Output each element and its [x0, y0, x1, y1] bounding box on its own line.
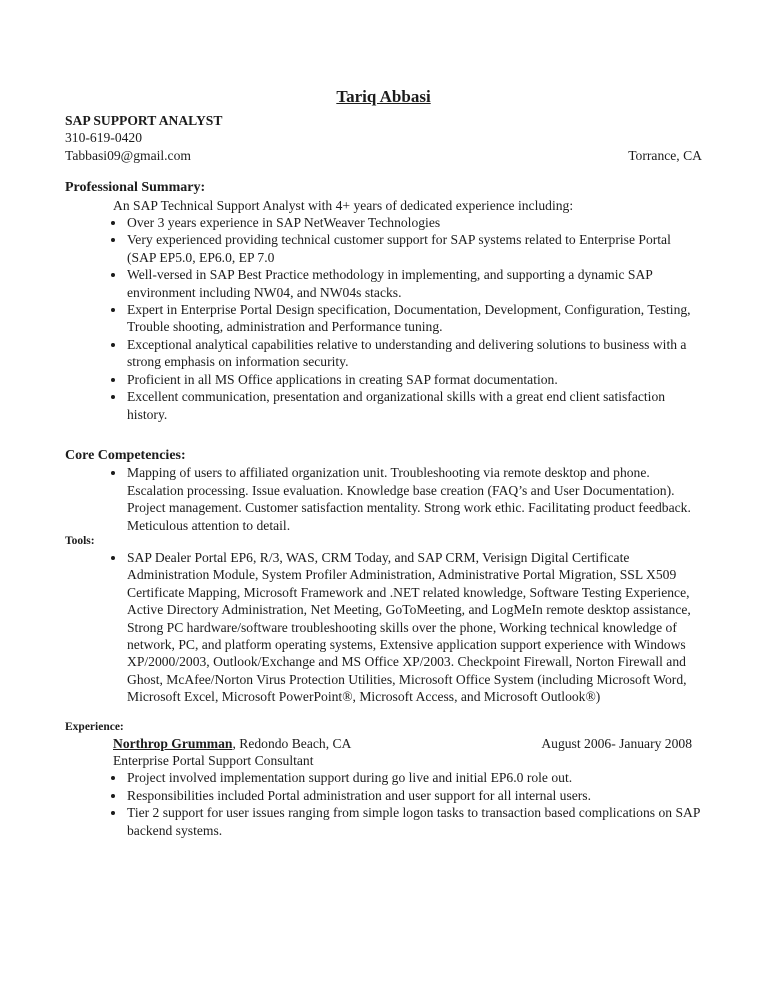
experience-bullet-list: [65, 769, 702, 839]
summary-bullet-list: [65, 214, 702, 423]
summary-bullet: • Exceptional analytical capabilities relative to understanding and delivering solutions to business with a strong emphasis on information security.: [126, 336, 702, 371]
summary-bullet: • Well-versed in SAP Best Practice methodology in implementing, and supporting a dynamic SAP environment including NW04, and NW04s stacks.: [126, 266, 702, 301]
job-role: SAP SUPPORT ANALYST: [65, 113, 223, 128]
professional-summary-heading: Professional Summary:: [65, 180, 206, 196]
location-text: Torrance, CA: [628, 147, 702, 163]
email-location-row: [65, 147, 702, 164]
summary-bullet: • Proficient in all MS Office applications in creating SAP format documentation.: [126, 371, 702, 388]
tools-heading: Tools:: [65, 534, 95, 547]
experience-bullet: • Responsibilities included Portal administration and user support for all internal users.: [126, 787, 702, 804]
phone-number: 310-619-0420: [65, 130, 143, 146]
job-title: Enterprise Portal Support Consultant: [113, 753, 314, 768]
page-title: Tariq Abbasi: [336, 87, 431, 106]
summary-bullet: • Over 3 years experience in SAP NetWeaver Technologies: [126, 214, 702, 231]
summary-intro: An SAP Technical Support Analyst with 4+ years of dedicated experience including:: [113, 197, 574, 213]
job-entry: [65, 735, 702, 770]
core-competencies-heading: Core Competencies:: [65, 447, 186, 463]
core-competencies-bullet: • Mapping of users to affiliated organization unit. Troubleshooting via remote desktop and phone. Escalation processing. Issue evaluation. Knowledge base creation (FAQ’s and User Documentation). Project management. Customer satisfaction mentality. Strong work ethic. Facilitating product feedback. Meticulous attention to detail.: [126, 464, 702, 534]
experience-heading: Experience:: [65, 720, 124, 733]
experience-bullet: • Tier 2 support for user issues ranging from simple logon tasks to transaction based complications on SAP backend systems.: [126, 804, 702, 839]
summary-bullet: • Expert in Enterprise Portal Design specification, Documentation, Development, Configuration, Testing, Trouble shooting, administration and Performance tuning.: [126, 301, 702, 336]
email-address: Tabbasi09@gmail.com: [65, 147, 191, 163]
employer-row: [113, 735, 702, 752]
section-tools: [65, 534, 702, 706]
section-core-competencies: [65, 447, 702, 534]
employer-location: , Redondo Beach, CA: [232, 735, 352, 751]
core-competencies-bullet-list: [65, 464, 702, 534]
section-professional-summary: [65, 179, 702, 423]
employment-dates: August 2006- January 2008: [541, 735, 692, 751]
employer-line: [113, 735, 351, 752]
employer-name: Northrop Grumman: [113, 735, 233, 751]
summary-bullet: • Very experienced providing technical customer support for SAP systems related to Enterprise Portal (SAP EP5.0, EP6.0, EP 7.0: [126, 231, 702, 266]
contact-block: [65, 112, 702, 164]
tools-bullet-list: [65, 549, 702, 706]
section-experience: [65, 720, 702, 839]
experience-bullet: • Project involved implementation support during go live and initial EP6.0 role out.: [126, 769, 702, 786]
tools-bullet: • SAP Dealer Portal EP6, R/3, WAS, CRM Today, and SAP CRM, Verisign Digital Certificate Administration Module, System Profiler Administration, Administrative Portal Migration, SSL X509 Certificate Mapping, Microsoft Framework and .NET related knowledge, Software Testing Experience, Active Directory Administration, Net Meeting, GoToMeeting, and LogMeIn remote desktop assistance, Strong PC hardware/software troubleshooting skills over the phone, Working technical knowledge of network, PC, and platform operating systems, Extensive application support experience with Windows XP/2000/2003, Outlook/Exchange and MS Office XP/2003. Checkpoint Firewall, Norton Firewall and Ghost, McAfee/Norton Virus Protection Utilities, Microsoft Office System (including Microsoft Word, Microsoft Excel, Microsoft PowerPoint®, Microsoft Access, and Microsoft Outlook®): [126, 549, 702, 706]
summary-bullet: • Excellent communication, presentation and organizational skills with a great end client satisfaction history.: [126, 388, 702, 423]
